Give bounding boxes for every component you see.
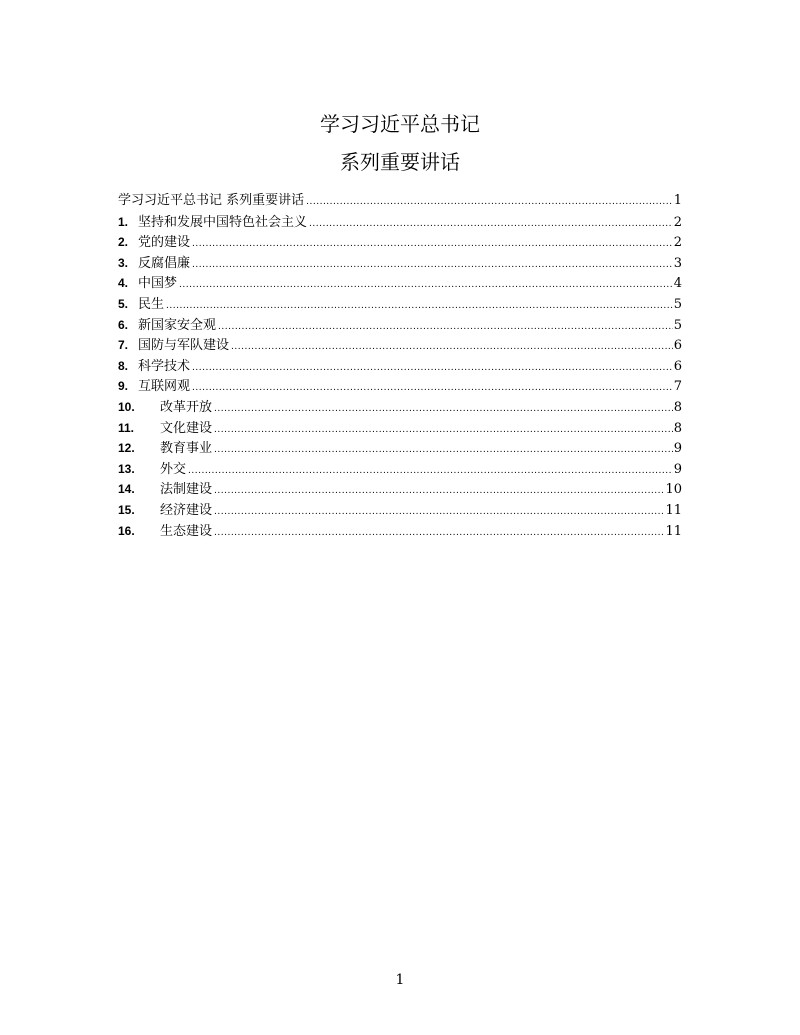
- toc-entry-text: 教育事业: [160, 441, 213, 457]
- toc-dot-leader: [306, 192, 673, 213]
- toc-entry[interactable]: [118, 418, 682, 439]
- toc-entry-page: 1: [673, 193, 682, 208]
- toc-entry-text: 反腐倡廉: [138, 255, 191, 271]
- toc-entry[interactable]: [118, 500, 682, 521]
- toc-entry-page: 11: [665, 502, 682, 518]
- toc-entry-number: 2.: [118, 235, 129, 250]
- toc-dot-leader: [214, 399, 673, 420]
- page-number-footer: 1: [395, 972, 405, 988]
- toc-dot-leader: [218, 317, 673, 338]
- toc-dot-leader: [166, 296, 673, 317]
- document-title-line-1: 学习习近平总书记: [320, 112, 480, 136]
- toc-entry-number: 14.: [118, 482, 135, 497]
- toc-entry[interactable]: [118, 273, 682, 294]
- toc-dot-leader: [192, 358, 673, 379]
- toc-entry-text: 学习习近平总书记 系列重要讲话: [118, 193, 305, 208]
- toc-entry-number: 7.: [118, 338, 129, 353]
- toc-entry[interactable]: [118, 459, 682, 480]
- document-title-line-2: 系列重要讲话: [340, 150, 460, 174]
- toc-entry-number: 4.: [118, 276, 129, 291]
- toc-dot-leader: [309, 214, 673, 235]
- toc-entry[interactable]: [118, 232, 682, 253]
- toc-entry-text: 文化建设: [160, 420, 213, 436]
- toc-entry-number: 15.: [118, 502, 135, 517]
- toc-entry-page: 6: [673, 338, 682, 354]
- toc-entry-number: 16.: [118, 523, 135, 538]
- toc-dot-leader: [192, 378, 673, 399]
- toc-entry[interactable]: [118, 479, 682, 500]
- toc-entry-text: 法制建设: [160, 482, 213, 498]
- toc-dot-leader: [188, 461, 673, 482]
- toc-entry-page: 4: [673, 276, 682, 292]
- toc-entry-number: 13.: [118, 461, 135, 476]
- toc-entry-number: 6.: [118, 317, 129, 332]
- toc-entry-text: 科学技术: [138, 358, 191, 374]
- toc-entry-text: 中国梦: [138, 276, 178, 292]
- toc-dot-leader: [192, 255, 673, 276]
- toc-dot-leader: [231, 337, 673, 358]
- toc-dot-leader: [214, 420, 673, 441]
- toc-entry-text: 新国家安全观: [138, 317, 217, 333]
- toc-entry-page: 2: [673, 235, 682, 251]
- toc-dot-leader: [214, 440, 673, 461]
- toc-entry[interactable]: [118, 376, 682, 397]
- toc-entry-page: 8: [673, 420, 682, 436]
- toc-entry-text: 外交: [160, 461, 187, 477]
- toc-entry-page: 8: [673, 399, 682, 415]
- toc-entry-page: 3: [673, 255, 682, 271]
- toc-entry-page: 6: [673, 358, 682, 374]
- toc-entry-page: 10: [665, 482, 682, 498]
- toc-entry[interactable]: [118, 294, 682, 315]
- toc-entry[interactable]: [118, 335, 682, 356]
- toc-dot-leader: [214, 523, 664, 544]
- toc-dot-leader: [179, 275, 673, 296]
- toc-entry-text: 改革开放: [160, 399, 213, 415]
- toc-entry[interactable]: [118, 397, 682, 418]
- toc-entry-page: 11: [665, 523, 682, 539]
- toc-entry[interactable]: [118, 356, 682, 377]
- table-of-contents: [118, 191, 682, 541]
- toc-entry-number: 8.: [118, 358, 129, 373]
- toc-entry[interactable]: [118, 315, 682, 336]
- toc-entry-page: 5: [673, 317, 682, 333]
- toc-entry-page: 2: [673, 214, 682, 230]
- toc-dot-leader: [214, 481, 664, 502]
- toc-entry-number: 9.: [118, 379, 129, 394]
- toc-entry[interactable]: [118, 212, 682, 233]
- toc-entry[interactable]: [118, 438, 682, 459]
- toc-entry-page: 9: [673, 461, 682, 477]
- toc-entry-page: 7: [673, 379, 682, 395]
- toc-entry-page: 5: [673, 296, 682, 312]
- toc-entry-page: 9: [673, 441, 682, 457]
- toc-entry-text: 生态建设: [160, 523, 213, 539]
- toc-entry-number: 1.: [118, 214, 129, 229]
- toc-dot-leader: [214, 502, 664, 523]
- toc-entry-number: 11.: [118, 420, 135, 435]
- toc-entry[interactable]: [118, 253, 682, 274]
- toc-entry-number: 5.: [118, 296, 129, 311]
- toc-entry-text: 经济建设: [160, 502, 213, 518]
- toc-entry[interactable]: [118, 521, 682, 542]
- toc-entry-text: 坚持和发展中国特色社会主义: [138, 214, 308, 230]
- toc-entry-number: 10.: [118, 399, 135, 414]
- toc-entry-number: 3.: [118, 255, 129, 270]
- toc-dot-leader: [192, 234, 673, 255]
- toc-entry-text: 国防与军队建设: [138, 338, 230, 354]
- toc-entry-text: 民生: [138, 296, 165, 312]
- toc-entry-text: 互联网观: [138, 379, 191, 395]
- toc-entry[interactable]: [118, 191, 682, 212]
- toc-entry-number: 12.: [118, 441, 135, 456]
- toc-entry-text: 党的建设: [138, 235, 191, 251]
